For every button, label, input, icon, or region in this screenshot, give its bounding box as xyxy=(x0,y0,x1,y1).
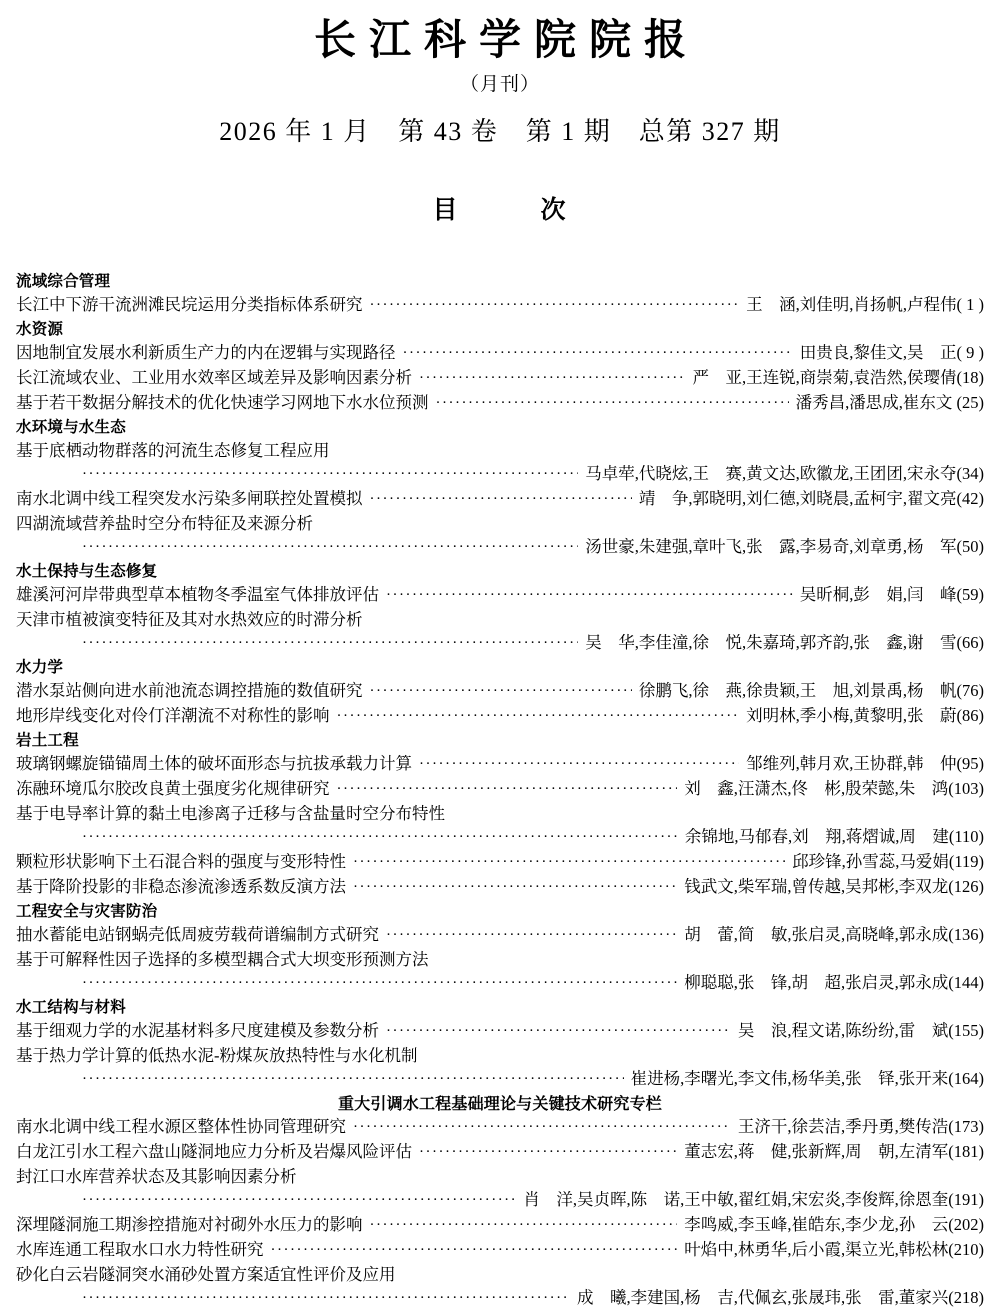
toc-entry-title: 基于降阶投影的非稳态渗流渗透系数反演方法 xyxy=(16,877,346,896)
toc-entry-title: 白龙江引水工程六盘山隧洞地应力分析及岩爆风险评估 xyxy=(16,1142,412,1161)
toc-entry[interactable] xyxy=(16,752,984,777)
dot-leader xyxy=(82,972,677,995)
dot-leader xyxy=(337,778,678,801)
toc-entry-title[interactable]: 封江口水库营养状态及其影响因素分析 xyxy=(16,1167,297,1186)
toc-entry-authors-page: 邱珍锋,孙雪蕊,马爱娟(119) xyxy=(792,852,984,871)
toc-entry-title[interactable]: 基于底栖动物群落的河流生态修复工程应用 xyxy=(16,441,330,460)
dot-leader xyxy=(82,463,578,486)
dot-leader xyxy=(82,1189,516,1212)
toc-entry-authors-page: 柳聪聪,张 锋,胡 超,张启灵,郭永成(144) xyxy=(684,973,984,992)
toc-entry-authors-page: 胡 蕾,简 敏,张启灵,高晓峰,郭永成(136) xyxy=(684,925,984,944)
dot-leader xyxy=(370,1214,678,1237)
toc-entry-authors-page: 叶焰中,林勇华,后小霞,渠立光,韩松林(210) xyxy=(684,1240,984,1259)
dot-leader xyxy=(82,1068,624,1091)
toc-entry-authors-page: 李鸣威,李玉峰,崔皓东,李少龙,孙 云(202) xyxy=(684,1215,984,1234)
toc-entry-authors-page: 董志宏,蒋 健,张新辉,周 朝,左清军(181) xyxy=(684,1142,984,1161)
toc-entry-continuation[interactable] xyxy=(16,971,984,996)
toc-entry-authors-page: 汤世豪,朱建强,章叶飞,张 露,李易奇,刘章勇,杨 军(50) xyxy=(585,537,984,556)
toc-entry[interactable] xyxy=(16,293,984,318)
section-heading: 岩土工程 xyxy=(16,731,79,749)
toc-entry-authors-page: 王济干,徐芸洁,季丹勇,樊传浩(173) xyxy=(737,1117,984,1136)
toc-entry[interactable] xyxy=(16,341,984,366)
toc-entry-continuation[interactable] xyxy=(16,1188,984,1213)
toc-entry-title: 南水北调中线工程突发水污染多闸联控处置模拟 xyxy=(16,489,363,508)
section-heading: 工程安全与灾害防治 xyxy=(16,902,158,920)
toc-entry[interactable] xyxy=(16,679,984,704)
toc-entry-continuation[interactable] xyxy=(16,1286,984,1311)
toc-entry-authors-page: 靖 争,郭晓明,刘仁德,刘晓晨,孟柯宇,翟文亮(42) xyxy=(638,489,984,508)
toc-entry-authors-page: 田贵良,黎佳文,吴 正( 9 ) xyxy=(799,343,984,362)
toc-entry[interactable] xyxy=(16,487,984,512)
special-column-heading: 重大引调水工程基础理论与关键技术研究专栏 xyxy=(337,1094,662,1113)
toc-entry[interactable] xyxy=(16,583,984,608)
dot-leader xyxy=(370,294,740,317)
issue-line: 2026 年 1 月 第 43 卷 第 1 期 总第 327 期 xyxy=(219,117,781,146)
toc-entry-authors-page: 肖 洋,吴贞晖,陈 诺,王中敏,翟红娟,宋宏炎,李俊辉,徐恩奎(191) xyxy=(523,1190,984,1209)
section-heading: 水工结构与材料 xyxy=(16,998,126,1016)
dot-leader xyxy=(353,1116,731,1139)
toc-entry-title: 潜水泵站侧向进水前池流态调控措施的数值研究 xyxy=(16,681,363,700)
section-heading: 流域综合管理 xyxy=(16,272,111,290)
journal-periodicity: （月刊） xyxy=(459,73,540,95)
toc-entry-title: 雄溪河河岸带典型草本植物冬季温室气体排放评估 xyxy=(16,585,379,604)
toc-entry-title: 长江流域农业、工业用水效率区域差异及影响因素分析 xyxy=(16,368,412,387)
toc-entry[interactable] xyxy=(16,704,984,729)
toc-entry-authors-page: 邹维列,韩月欢,王协群,韩 仲(95) xyxy=(746,754,984,773)
toc-entry-authors-page: 马卓荦,代晓炫,王 赛,黄文达,欧徽龙,王团团,宋永夺(34) xyxy=(585,464,984,483)
toc-entry[interactable] xyxy=(16,1213,984,1238)
dot-leader xyxy=(271,1239,678,1262)
toc-entry-title: 玻璃钢螺旋锚锚周土体的破坏面形态与抗拔承载力计算 xyxy=(16,754,412,773)
table-of-contents xyxy=(16,270,984,1311)
toc-entry-title: 南水北调中线工程水源区整体性协同管理研究 xyxy=(16,1117,346,1136)
toc-entry[interactable] xyxy=(16,366,984,391)
toc-entry-authors-page: 吴昕桐,彭 娟,闫 峰(59) xyxy=(799,585,984,604)
dot-leader xyxy=(386,924,677,947)
toc-entry[interactable] xyxy=(16,875,984,900)
dot-leader xyxy=(82,632,578,655)
dot-leader xyxy=(82,826,678,849)
dot-leader xyxy=(337,705,740,728)
section-heading: 水资源 xyxy=(16,320,64,338)
dot-leader xyxy=(353,876,677,899)
dot-leader xyxy=(370,680,632,703)
toc-entry-title[interactable]: 基于电导率计算的黏土电渗离子迁移与含盐量时空分布特性 xyxy=(16,804,445,823)
toc-entry[interactable] xyxy=(16,1238,984,1263)
dot-leader xyxy=(419,367,686,390)
dot-leader xyxy=(82,1287,570,1310)
masthead xyxy=(16,0,984,226)
toc-entry-title: 地形岸线变化对伶仃洋潮流不对称性的影响 xyxy=(16,706,330,725)
toc-entry-authors-page: 王 涵,刘佳明,肖扬帆,卢程伟( 1 ) xyxy=(746,295,984,314)
dot-leader xyxy=(82,536,578,559)
toc-entry-continuation[interactable] xyxy=(16,462,984,487)
dot-leader xyxy=(386,584,793,607)
dot-leader xyxy=(436,392,789,415)
section-heading: 水土保持与生态修复 xyxy=(16,562,158,580)
toc-entry-title: 深埋隧洞施工期渗控措施对衬砌外水压力的影响 xyxy=(16,1215,363,1234)
toc-entry-title[interactable]: 四湖流域营养盐时空分布特征及来源分析 xyxy=(16,514,313,533)
toc-entry-title: 冻融环境瓜尔胶改良黄土强度劣化规律研究 xyxy=(16,779,330,798)
toc-entry-authors-page: 余锦地,马郁春,刘 翔,蒋熠诚,周 建(110) xyxy=(684,827,984,846)
dot-leader xyxy=(419,753,739,776)
dot-leader xyxy=(386,1020,731,1043)
toc-entry-continuation[interactable] xyxy=(16,535,984,560)
toc-entry-title[interactable]: 基于热力学计算的低热水泥-粉煤灰放热特性与水化机制 xyxy=(16,1046,418,1065)
contents-label: 目 次 xyxy=(432,197,568,224)
toc-entry-continuation[interactable] xyxy=(16,631,984,656)
toc-entry-title[interactable]: 基于可解释性因子选择的多模型耦合式大坝变形预测方法 xyxy=(16,950,429,969)
journal-title: 长江科学院院报 xyxy=(313,15,699,64)
toc-entry-authors-page: 潘秀昌,潘思成,崔东文 (25) xyxy=(795,393,984,412)
toc-entry-continuation[interactable] xyxy=(16,825,984,850)
toc-entry-title[interactable]: 天津市植被演变特征及其对水热效应的时滞分析 xyxy=(16,610,363,629)
section-heading: 水力学 xyxy=(16,658,64,676)
toc-entry[interactable] xyxy=(16,777,984,802)
toc-entry[interactable] xyxy=(16,923,984,948)
toc-entry-title: 因地制宜发展水利新质生产力的内在逻辑与实现路径 xyxy=(16,343,396,362)
toc-entry-title: 颗粒形状影响下土石混合料的强度与变形特性 xyxy=(16,852,346,871)
toc-entry-authors-page: 钱武文,柴军瑞,曾传越,吴邦彬,李双龙(126) xyxy=(684,877,984,896)
toc-entry-authors-page: 刘明林,季小梅,黄黎明,张 蔚(86) xyxy=(746,706,984,725)
toc-entry-authors-page: 崔进杨,李曙光,李文伟,杨华美,张 铎,张开来(164) xyxy=(630,1069,984,1088)
dot-leader xyxy=(353,851,785,874)
dot-leader xyxy=(370,488,632,511)
toc-entry[interactable] xyxy=(16,1019,984,1044)
toc-entry-authors-page: 徐鹏飞,徐 燕,徐贵颖,王 旭,刘景禹,杨 帆(76) xyxy=(638,681,984,700)
toc-entry-authors-page: 刘 鑫,汪潇杰,佟 彬,殷荣懿,朱 鸿(103) xyxy=(684,779,984,798)
toc-entry-authors-page: 吴 浪,程文诺,陈纷纷,雷 斌(155) xyxy=(737,1021,984,1040)
toc-entry-title[interactable]: 砂化白云岩隧洞突水涌砂处置方案适宜性评价及应用 xyxy=(16,1265,396,1284)
toc-entry-title: 基于若干数据分解技术的优化快速学习网地下水水位预测 xyxy=(16,393,429,412)
toc-entry[interactable] xyxy=(16,391,984,416)
toc-entry-title: 基于细观力学的水泥基材料多尺度建模及参数分析 xyxy=(16,1021,379,1040)
dot-leader xyxy=(419,1141,677,1164)
toc-entry-title: 水库连通工程取水口水力特性研究 xyxy=(16,1240,264,1259)
toc-entry[interactable] xyxy=(16,1115,984,1140)
section-heading: 水环境与水生态 xyxy=(16,418,126,436)
toc-entry-authors-page: 严 亚,王连锐,商崇菊,袁浩然,侯璎倩(18) xyxy=(692,368,984,387)
toc-entry[interactable] xyxy=(16,1140,984,1165)
toc-entry-title: 抽水蓄能电站钢蜗壳低周疲劳载荷谱编制方式研究 xyxy=(16,925,379,944)
toc-entry-authors-page: 成 曦,李建国,杨 吉,代佩玄,张晟玮,张 雷,董家兴(218) xyxy=(577,1288,984,1307)
dot-leader xyxy=(403,342,793,365)
toc-entry-continuation[interactable] xyxy=(16,1067,984,1092)
toc-entry-authors-page: 吴 华,李佳潼,徐 悦,朱嘉琦,郭齐韵,张 鑫,谢 雪(66) xyxy=(585,633,984,652)
toc-entry[interactable] xyxy=(16,850,984,875)
toc-entry-title: 长江中下游干流洲滩民垸运用分类指标体系研究 xyxy=(16,295,363,314)
